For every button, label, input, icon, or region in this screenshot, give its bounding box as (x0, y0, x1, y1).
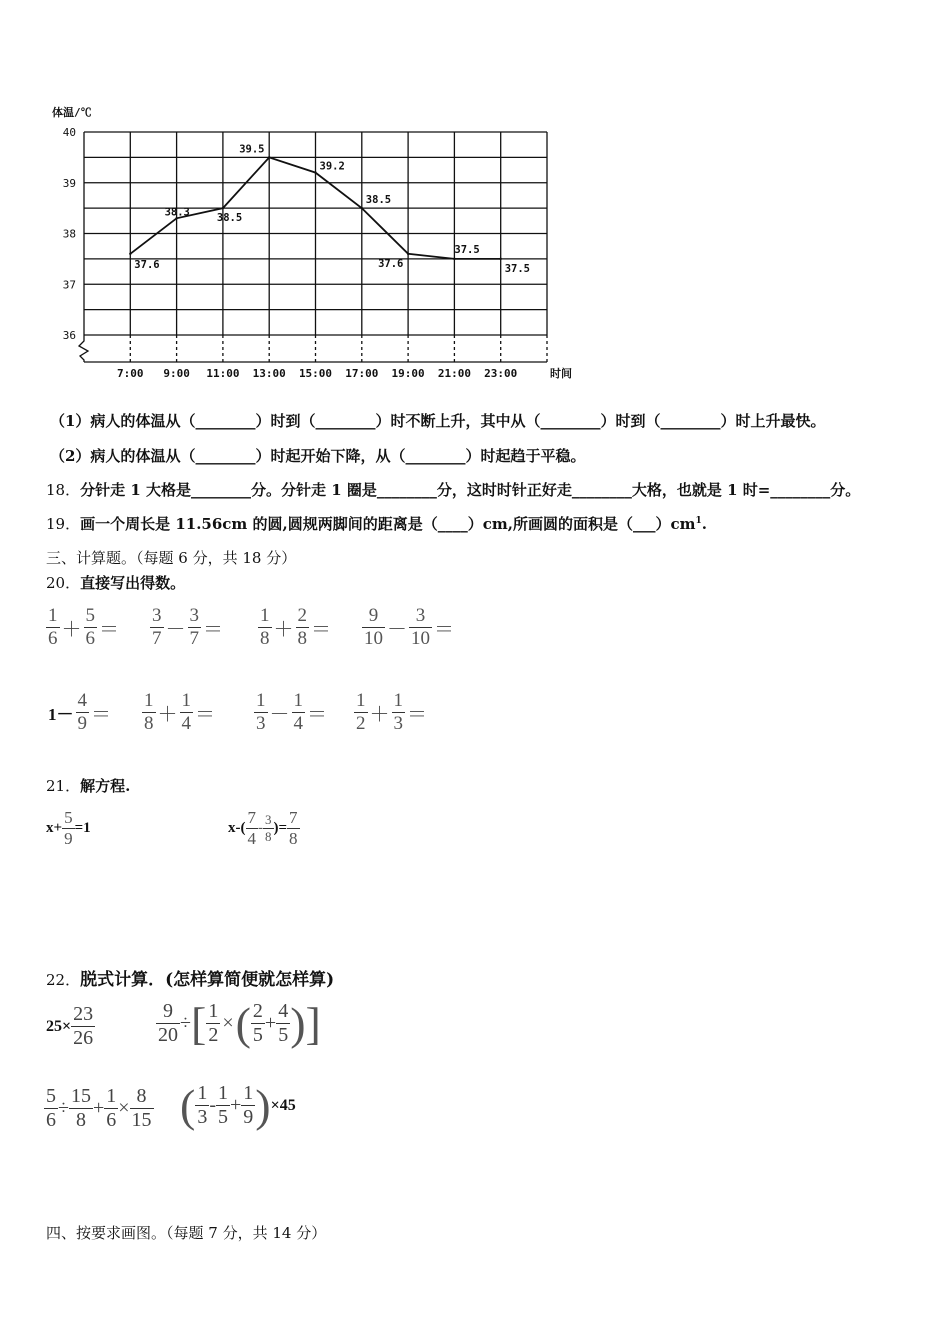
data-label: 37.5 (454, 243, 480, 256)
calc20-item-5: 1－ $\frac{4}{9}$ ＝ (48, 690, 111, 734)
equation-1: x+ $\frac{5}{9}$ =1 (46, 808, 91, 848)
data-point (407, 253, 409, 255)
y-tick-label: 37 (62, 278, 76, 292)
q19-sup: 1 (695, 516, 702, 526)
q19-end: . (701, 515, 707, 533)
q17-part2: （2）病人的体温从（________）时起开始下降，从（________）时起趋于平稳。 (50, 447, 586, 465)
data-label: 39.5 (239, 143, 265, 156)
data-point (453, 258, 455, 260)
q19 (46, 513, 707, 534)
temperature-chart (40, 100, 580, 390)
q22-number: 22． (46, 971, 81, 989)
x-tick-label: 15:00 (298, 367, 333, 380)
equation-2: x-( $\frac{7}{4}$ - $\frac{3}{8}$ )= $\frac{7}{8}$ (228, 808, 298, 848)
y-tick-label: 39 (62, 176, 76, 190)
data-label: 38.3 (164, 206, 190, 219)
data-label: 39.2 (319, 160, 345, 173)
q18 (46, 479, 860, 500)
x-tick-label: 7:00 (117, 367, 144, 380)
calc20-item-1: $\frac{1}{6}$ ＋ $\frac{5}{6}$ ＝ (48, 605, 119, 649)
data-point (500, 258, 502, 260)
x-tick-label: 19:00 (391, 367, 425, 380)
y-tick-label: 40 (62, 126, 76, 139)
calc20-item-8: $\frac{1}{2}$ ＋ $\frac{1}{3}$ ＝ (356, 690, 427, 734)
calc20-item-7: $\frac{1}{3}$ － $\frac{1}{4}$ ＝ (256, 690, 327, 734)
section-4-heading: 四、按要求画图。（每题 7 分，共 14 分） (46, 1224, 327, 1242)
calc22-c: $\frac{5}{6}$ ÷ $\frac{15}{8}$ + $\frac{1}{6}$ × $\frac{8}{15}$ (46, 1085, 152, 1131)
data-label: 37.6 (378, 257, 404, 270)
q22 (46, 965, 334, 990)
data-point (314, 171, 316, 173)
y-tick-label: 38 (62, 227, 76, 241)
y-axis-label: 体温/℃ (52, 106, 92, 119)
q19-text: 画一个周长是 11.56cm 的圆,圆规两脚间的距离是（____）cm,所画圆的面积是（___）cm (80, 515, 696, 533)
q20-number: 20． (46, 574, 81, 592)
data-label: 37.5 (504, 262, 530, 275)
data-point (361, 207, 363, 209)
x-tick-label: 11:00 (206, 367, 240, 380)
x-tick-label: 13:00 (252, 367, 286, 380)
q20-text: 直接写出得数。 (80, 574, 186, 592)
q17-part1: （1）病人的体温从（________）时到（________）时不断上升，其中从（________）时到（________）时上升最快。 (50, 412, 826, 430)
calc22-b: $\frac{9}{20}$ ÷[ $\frac{1}{2}$ ×( $\frac{2}{5}$ + $\frac{4}{5}$ )] (158, 997, 321, 1049)
y-tick-label: 36 (62, 329, 76, 342)
calc20-item-4: $\frac{9}{10}$ － $\frac{3}{10}$ ＝ (364, 605, 454, 649)
q19-number: 19． (46, 515, 81, 533)
section-3-heading: 三、计算题。（每题 6 分，共 18 分） (46, 549, 297, 567)
data-point (268, 156, 270, 158)
x-tick-label: 21:00 (437, 367, 471, 380)
q20 (46, 572, 185, 593)
calc20-item-6: $\frac{1}{8}$ ＋ $\frac{1}{4}$ ＝ (144, 690, 215, 734)
q21-text: 解方程. (80, 777, 131, 795)
q18-number: 18． (46, 481, 81, 499)
x-tick-label: 23:00 (484, 367, 518, 380)
q22-text: 脱式计算．(怎样算简便就怎样算) (80, 970, 335, 990)
calc20-item-3: $\frac{1}{8}$ ＋ $\frac{2}{8}$ ＝ (260, 605, 331, 649)
calc22-d: ( $\frac{1}{3}$ - $\frac{1}{5}$ + $\frac{1}{9}$ )×45 (180, 1079, 296, 1131)
calc22-a: 25× $\frac{23}{26}$ (46, 1003, 94, 1049)
q18-text: 分针走 1 大格是________分。分针走 1 圈是________分，这时时针正好走________大格，也就是 1 时=________分。 (80, 481, 861, 499)
data-point (129, 253, 131, 255)
data-point (222, 207, 224, 209)
q21 (46, 775, 130, 796)
q21-number: 21． (46, 777, 81, 795)
data-label: 37.6 (134, 258, 160, 271)
x-axis-label: 时间 (550, 367, 572, 380)
data-label: 38.5 (365, 194, 392, 207)
calc20-item-2: $\frac{3}{7}$ － $\frac{3}{7}$ ＝ (152, 605, 223, 649)
axis-break (79, 335, 88, 362)
x-tick-label: 17:00 (345, 367, 379, 380)
x-tick-label: 9:00 (163, 367, 190, 380)
data-label: 38.5 (216, 212, 243, 225)
